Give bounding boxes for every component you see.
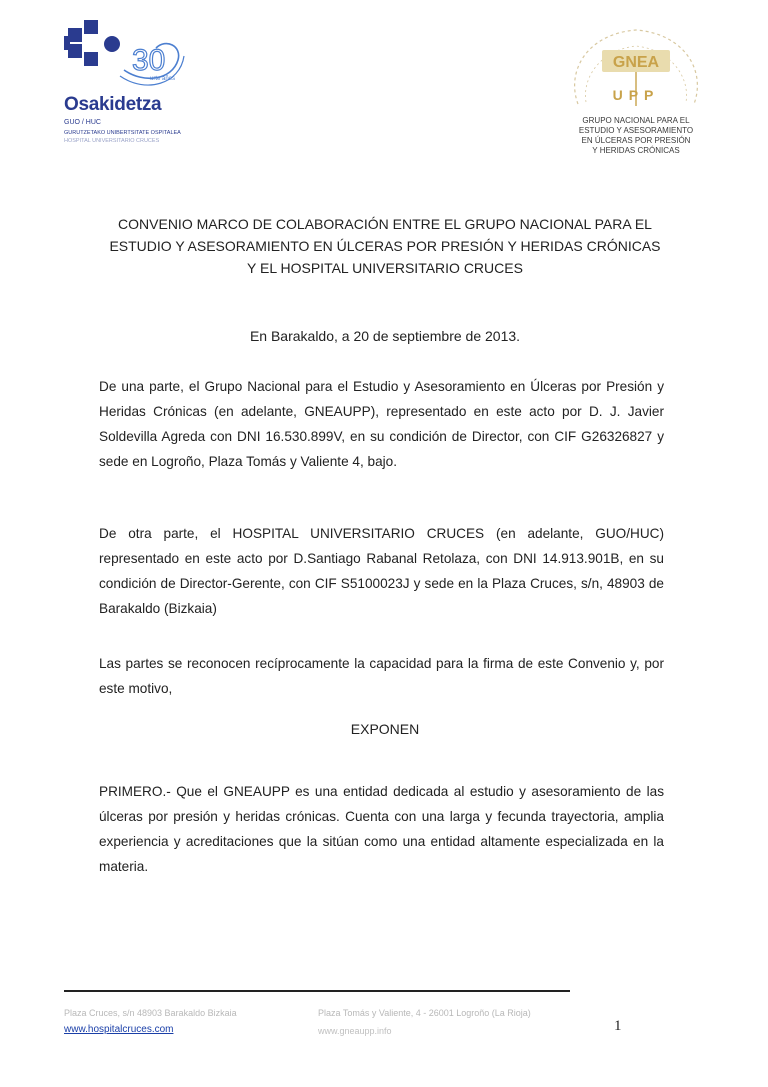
gneaupp-caption-line: EN ÚLCERAS POR PRESIÓN	[581, 136, 691, 145]
dateline: En Barakaldo, a 20 de septiembre de 2013.	[249, 328, 521, 344]
footer-website-link[interactable]: www.hospitalcruces.com	[64, 1024, 174, 1035]
footer-website-right: www.gneaupp.info	[318, 1026, 392, 1036]
anniversary-subtitle: urte años	[150, 76, 176, 82]
paragraph-capacity: Las partes se reconocen recíprocamente la capacidad para la firma de este Convenio y, por este motivo,	[99, 656, 664, 696]
osakidetza-logo	[64, 20, 224, 150]
title-line: Y EL HOSPITAL UNIVERSITARIO CRUCES	[247, 260, 523, 276]
footer-address-right: Plaza Tomás y Valiente, 4 - 26001 Logroño (La Rioja)	[318, 1008, 531, 1018]
title-line: CONVENIO MARCO DE COLABORACIÓN ENTRE EL GRUPO NACIONAL PARA EL	[118, 216, 652, 232]
section-heading: EXPONEN	[350, 721, 420, 737]
anniversary-number: 30	[132, 44, 166, 77]
gneaupp-mark-top: GNEA	[612, 54, 660, 71]
gneaupp-caption-line: Y HERIDAS CRÓNICAS	[592, 146, 680, 155]
gneaupp-logo-caption	[556, 116, 716, 156]
title-line: ESTUDIO Y ASESORAMIENTO EN ÚLCERAS POR PRESIÓN Y HERIDAS CRÓNICAS	[109, 238, 661, 254]
osakidetza-name: Osakidetza	[64, 94, 162, 115]
osakidetza-unit-name-basque: GURUTZETAKO UNIBERTSITATE OSPITALEA	[64, 130, 181, 136]
paragraph-first-party: De una parte, el Grupo Nacional para el Estudio y Asesoramiento en Úlceras por Presión y Heridas Crónicas (en adelante, GNEAUPP), representado en este acto por D. J. Javier Soldevilla Agreda con DNI 16.530.899V, en su condición de Director, con CIF G26326827 y sede en Logroño, Plaza Tomás y Valiente 4, bajo.	[99, 379, 664, 469]
osakidetza-emblem-icon	[64, 20, 194, 92]
page-number: 1	[614, 1018, 622, 1034]
osakidetza-unit-code: GUO / HUC	[64, 119, 101, 126]
osakidetza-unit-name-spanish: HOSPITAL UNIVERSITARIO CRUCES	[64, 138, 160, 144]
document-title	[100, 213, 670, 279]
gneaupp-mark-bottom: UPP	[612, 87, 660, 103]
footer-divider	[64, 990, 570, 992]
gneaupp-caption-line: GRUPO NACIONAL PARA EL	[582, 116, 690, 125]
paragraph-second-party: De otra parte, el HOSPITAL UNIVERSITARIO CRUCES (en adelante, GUO/HUC) representado en este acto por D.Santiago Rabanal Retolaza, con DNI 14.913.901B, en su condición de Director-Gerente, con CIF S5100023J y sede en la Plaza Cruces, s/n, 48903 de Barakaldo (Bizkaia)	[99, 526, 664, 616]
gneaupp-caption-line: ESTUDIO Y ASESORAMIENTO	[578, 126, 694, 135]
gneaupp-logo	[556, 22, 716, 172]
footer-address-left: Plaza Cruces, s/n 48903 Barakaldo Bizkaia	[64, 1008, 237, 1018]
gneaupp-emblem-icon	[556, 22, 716, 114]
paragraph-primero: PRIMERO.- Que el GNEAUPP es una entidad dedicada al estudio y asesoramiento de las úlceras por presión y heridas crónicas. Cuenta con una larga y fecunda trayectoria, amplia experiencia y acreditaciones que la sitúan como una entidad altamente especializada en la materia.	[99, 784, 664, 874]
